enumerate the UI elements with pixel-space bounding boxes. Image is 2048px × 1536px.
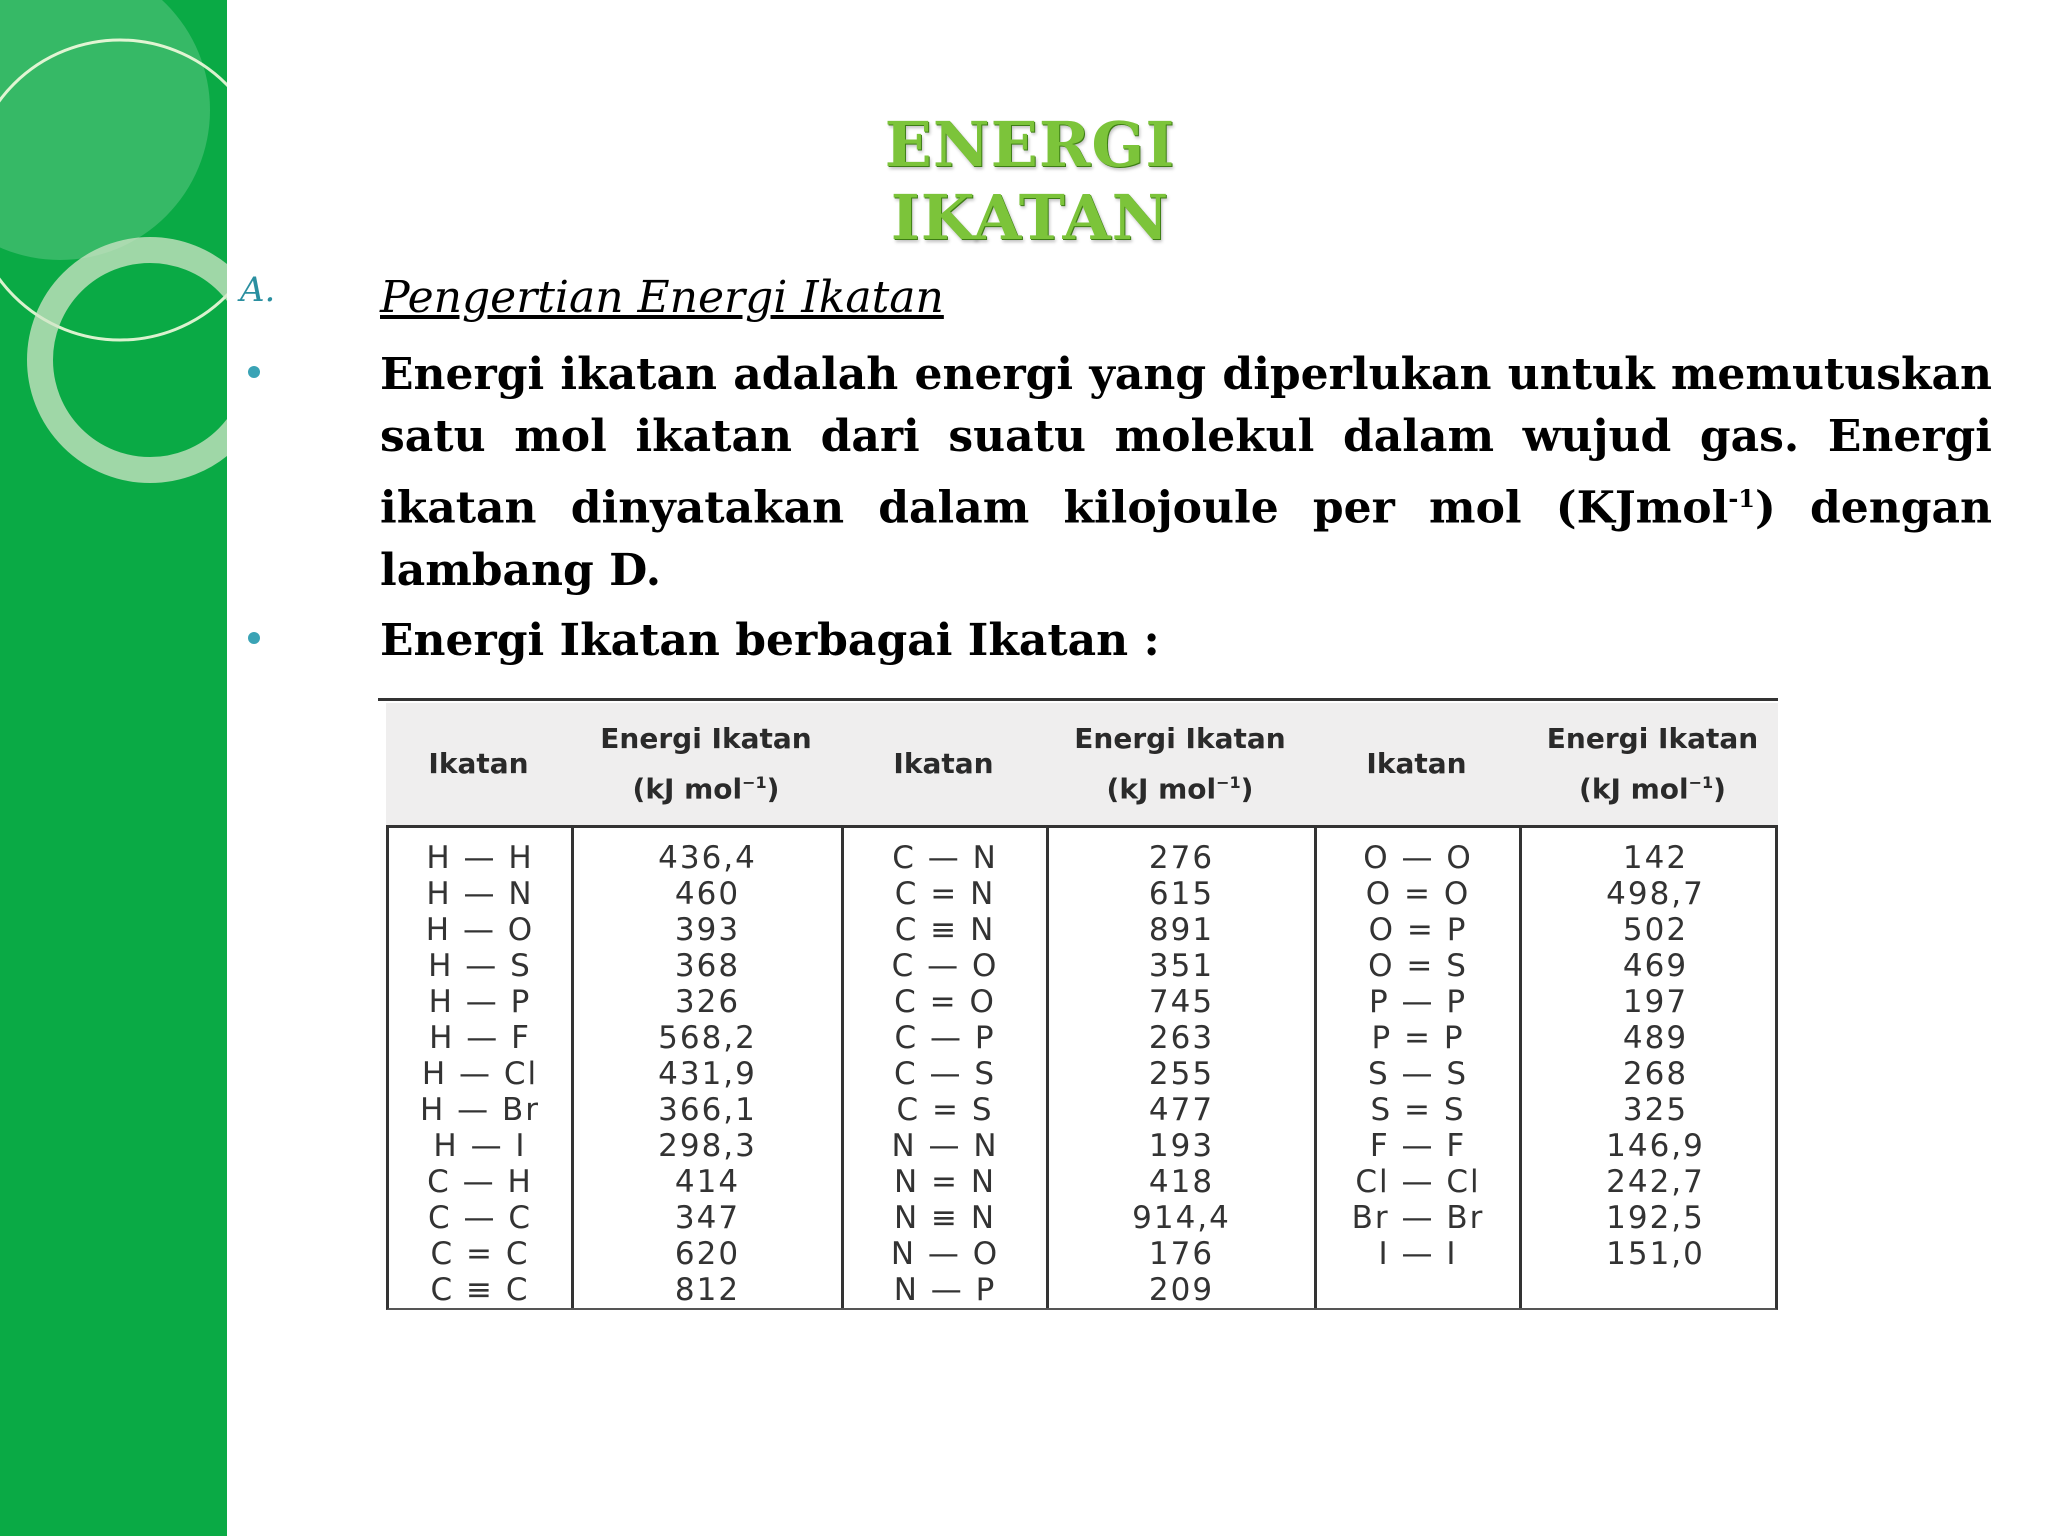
table-cell: C = S — [896, 1092, 994, 1128]
table-cell: P — P — [1368, 984, 1468, 1020]
table-cell: H — Cl — [421, 1056, 539, 1092]
table-cell: 276 — [1148, 840, 1215, 876]
table-cell: N — N — [891, 1128, 999, 1164]
table-cell: 176 — [1148, 1236, 1215, 1272]
definition-paragraph — [380, 344, 1992, 602]
table-cell: 151,0 — [1606, 1236, 1705, 1272]
table-cell: S = S — [1370, 1092, 1466, 1128]
table-cell: O — O — [1363, 840, 1473, 876]
definition-text-end: ) dengan lambang D. — [380, 482, 1992, 596]
table-cell: N — P — [893, 1272, 997, 1308]
slide-body — [240, 270, 1992, 672]
table-cell: H — F — [429, 1020, 531, 1056]
table-cell: 142 — [1622, 840, 1689, 876]
table-cell: H — I — [433, 1128, 527, 1164]
table-cell: 393 — [674, 912, 741, 948]
deco-ring-thick — [40, 250, 227, 470]
table-cell: 347 — [674, 1200, 741, 1236]
table-cell: I — I — [1378, 1236, 1458, 1272]
bullet-row-table-intro — [240, 610, 1992, 672]
table-cell: 812 — [674, 1272, 741, 1308]
table-cell: H — S — [428, 948, 532, 984]
header-ikatan-1: Ikatan — [428, 747, 529, 780]
table-cell: 460 — [674, 876, 741, 912]
table-cell: 489 — [1622, 1020, 1689, 1056]
table-column-4 — [1049, 828, 1317, 1308]
table-cell: 745 — [1148, 984, 1215, 1020]
bullet-row-definition — [240, 344, 1992, 602]
table-cell: P = P — [1371, 1020, 1465, 1056]
table-cell: C = C — [430, 1236, 530, 1272]
table-intro-text: Energi Ikatan berbagai Ikatan : — [380, 614, 1160, 666]
table-cell: C — O — [891, 948, 999, 984]
table-cell: 209 — [1148, 1272, 1215, 1308]
table-cell: C ≡ C — [430, 1272, 530, 1308]
table-cell: 436,4 — [658, 840, 757, 876]
table-cell: 414 — [674, 1164, 741, 1200]
table-column-5 — [1317, 828, 1522, 1308]
table-cell: Cl — Cl — [1355, 1164, 1481, 1200]
bond-energy-table — [378, 698, 1778, 1310]
table-cell: 431,9 — [658, 1056, 757, 1092]
slide-title: ENERGI IKATAN — [884, 108, 1176, 254]
table-cell: 891 — [1148, 912, 1215, 948]
table-cell: C — P — [894, 1020, 996, 1056]
table-cell: H — N — [426, 876, 534, 912]
table-cell: S — S — [1367, 1056, 1469, 1092]
decorative-circles — [0, 0, 227, 1536]
sidebar-decoration — [0, 0, 227, 1536]
table-cell: N ≡ N — [893, 1200, 997, 1236]
table-cell: 298,3 — [658, 1128, 757, 1164]
header-energi-2: Energi Ikatan (kJ mol$^{-1}$) — [1074, 721, 1286, 806]
table-top-rule — [378, 698, 1778, 701]
table-cell: H — Br — [419, 1092, 541, 1128]
table-cell: 146,9 — [1606, 1128, 1705, 1164]
table-cell: 568,2 — [658, 1020, 757, 1056]
table-cell: 192,5 — [1606, 1200, 1705, 1236]
table-cell: 197 — [1622, 984, 1689, 1020]
bullet-icon — [248, 632, 260, 644]
table-cell: 242,7 — [1606, 1164, 1705, 1200]
table-cell: C ≡ N — [894, 912, 996, 948]
table-cell: C = N — [894, 876, 996, 912]
table-cell: N = N — [893, 1164, 997, 1200]
table-cell: C — N — [892, 840, 998, 876]
table-cell: 498,7 — [1606, 876, 1705, 912]
table-cell: H — P — [428, 984, 532, 1020]
table-cell: 325 — [1622, 1092, 1689, 1128]
table-cell: C — S — [893, 1056, 997, 1092]
table-cell: H — O — [425, 912, 535, 948]
table-cell: 193 — [1148, 1128, 1215, 1164]
table-cell: 469 — [1622, 948, 1689, 984]
table-column-3 — [844, 828, 1049, 1308]
table-cell: 502 — [1622, 912, 1689, 948]
table-cell: O = O — [1365, 876, 1471, 912]
table-cell: H — H — [426, 840, 534, 876]
table-cell: 351 — [1148, 948, 1215, 984]
header-energi-3: Energi Ikatan (kJ mol$^{-1}$) — [1546, 721, 1759, 806]
table-cell: O = P — [1368, 912, 1468, 948]
table-cell: 255 — [1148, 1056, 1215, 1092]
section-heading: Pengertian Energi Ikatan — [380, 272, 944, 323]
table-cell: 268 — [1622, 1056, 1689, 1092]
table-cell: 615 — [1148, 876, 1215, 912]
table-cell: C — C — [428, 1200, 532, 1236]
table-cell: O = S — [1368, 948, 1468, 984]
table-cell: N — O — [890, 1236, 1000, 1272]
table-cell: 263 — [1148, 1020, 1215, 1056]
table-cell: F — F — [1369, 1128, 1467, 1164]
definition-superscript: -1 — [1728, 484, 1755, 513]
header-energi-1: Energi Ikatan (kJ mol$^{-1}$) — [600, 721, 812, 806]
section-heading-row — [240, 270, 1992, 326]
table-header — [386, 703, 1778, 825]
section-marker: A. — [240, 270, 276, 310]
table-cell: 477 — [1148, 1092, 1215, 1128]
table-cell: 326 — [674, 984, 741, 1020]
table-cell: Br — Br — [1351, 1200, 1485, 1236]
table-column-2 — [574, 828, 844, 1308]
table-cell: 914,4 — [1132, 1200, 1231, 1236]
table-column-1 — [389, 828, 574, 1308]
table-body — [386, 825, 1778, 1310]
header-ikatan-2: Ikatan — [893, 747, 994, 780]
bullet-icon — [248, 366, 260, 378]
table-cell: C — H — [427, 1164, 533, 1200]
table-cell: 418 — [1148, 1164, 1215, 1200]
table-cell: 368 — [674, 948, 741, 984]
table-cell: 620 — [674, 1236, 741, 1272]
deco-circle-filled — [0, 0, 210, 260]
table-cell: C = O — [894, 984, 996, 1020]
header-ikatan-3: Ikatan — [1366, 747, 1467, 780]
table-cell: 366,1 — [658, 1092, 757, 1128]
table-column-6 — [1522, 828, 1789, 1308]
definition-text: Energi ikatan adalah energi yang diperlukan untuk memutuskan satu mol ikatan dari suatu molekul dalam wujud gas. Energi ikatan dinyatakan dalam kilojoule per mol (KJmol — [380, 349, 1992, 534]
